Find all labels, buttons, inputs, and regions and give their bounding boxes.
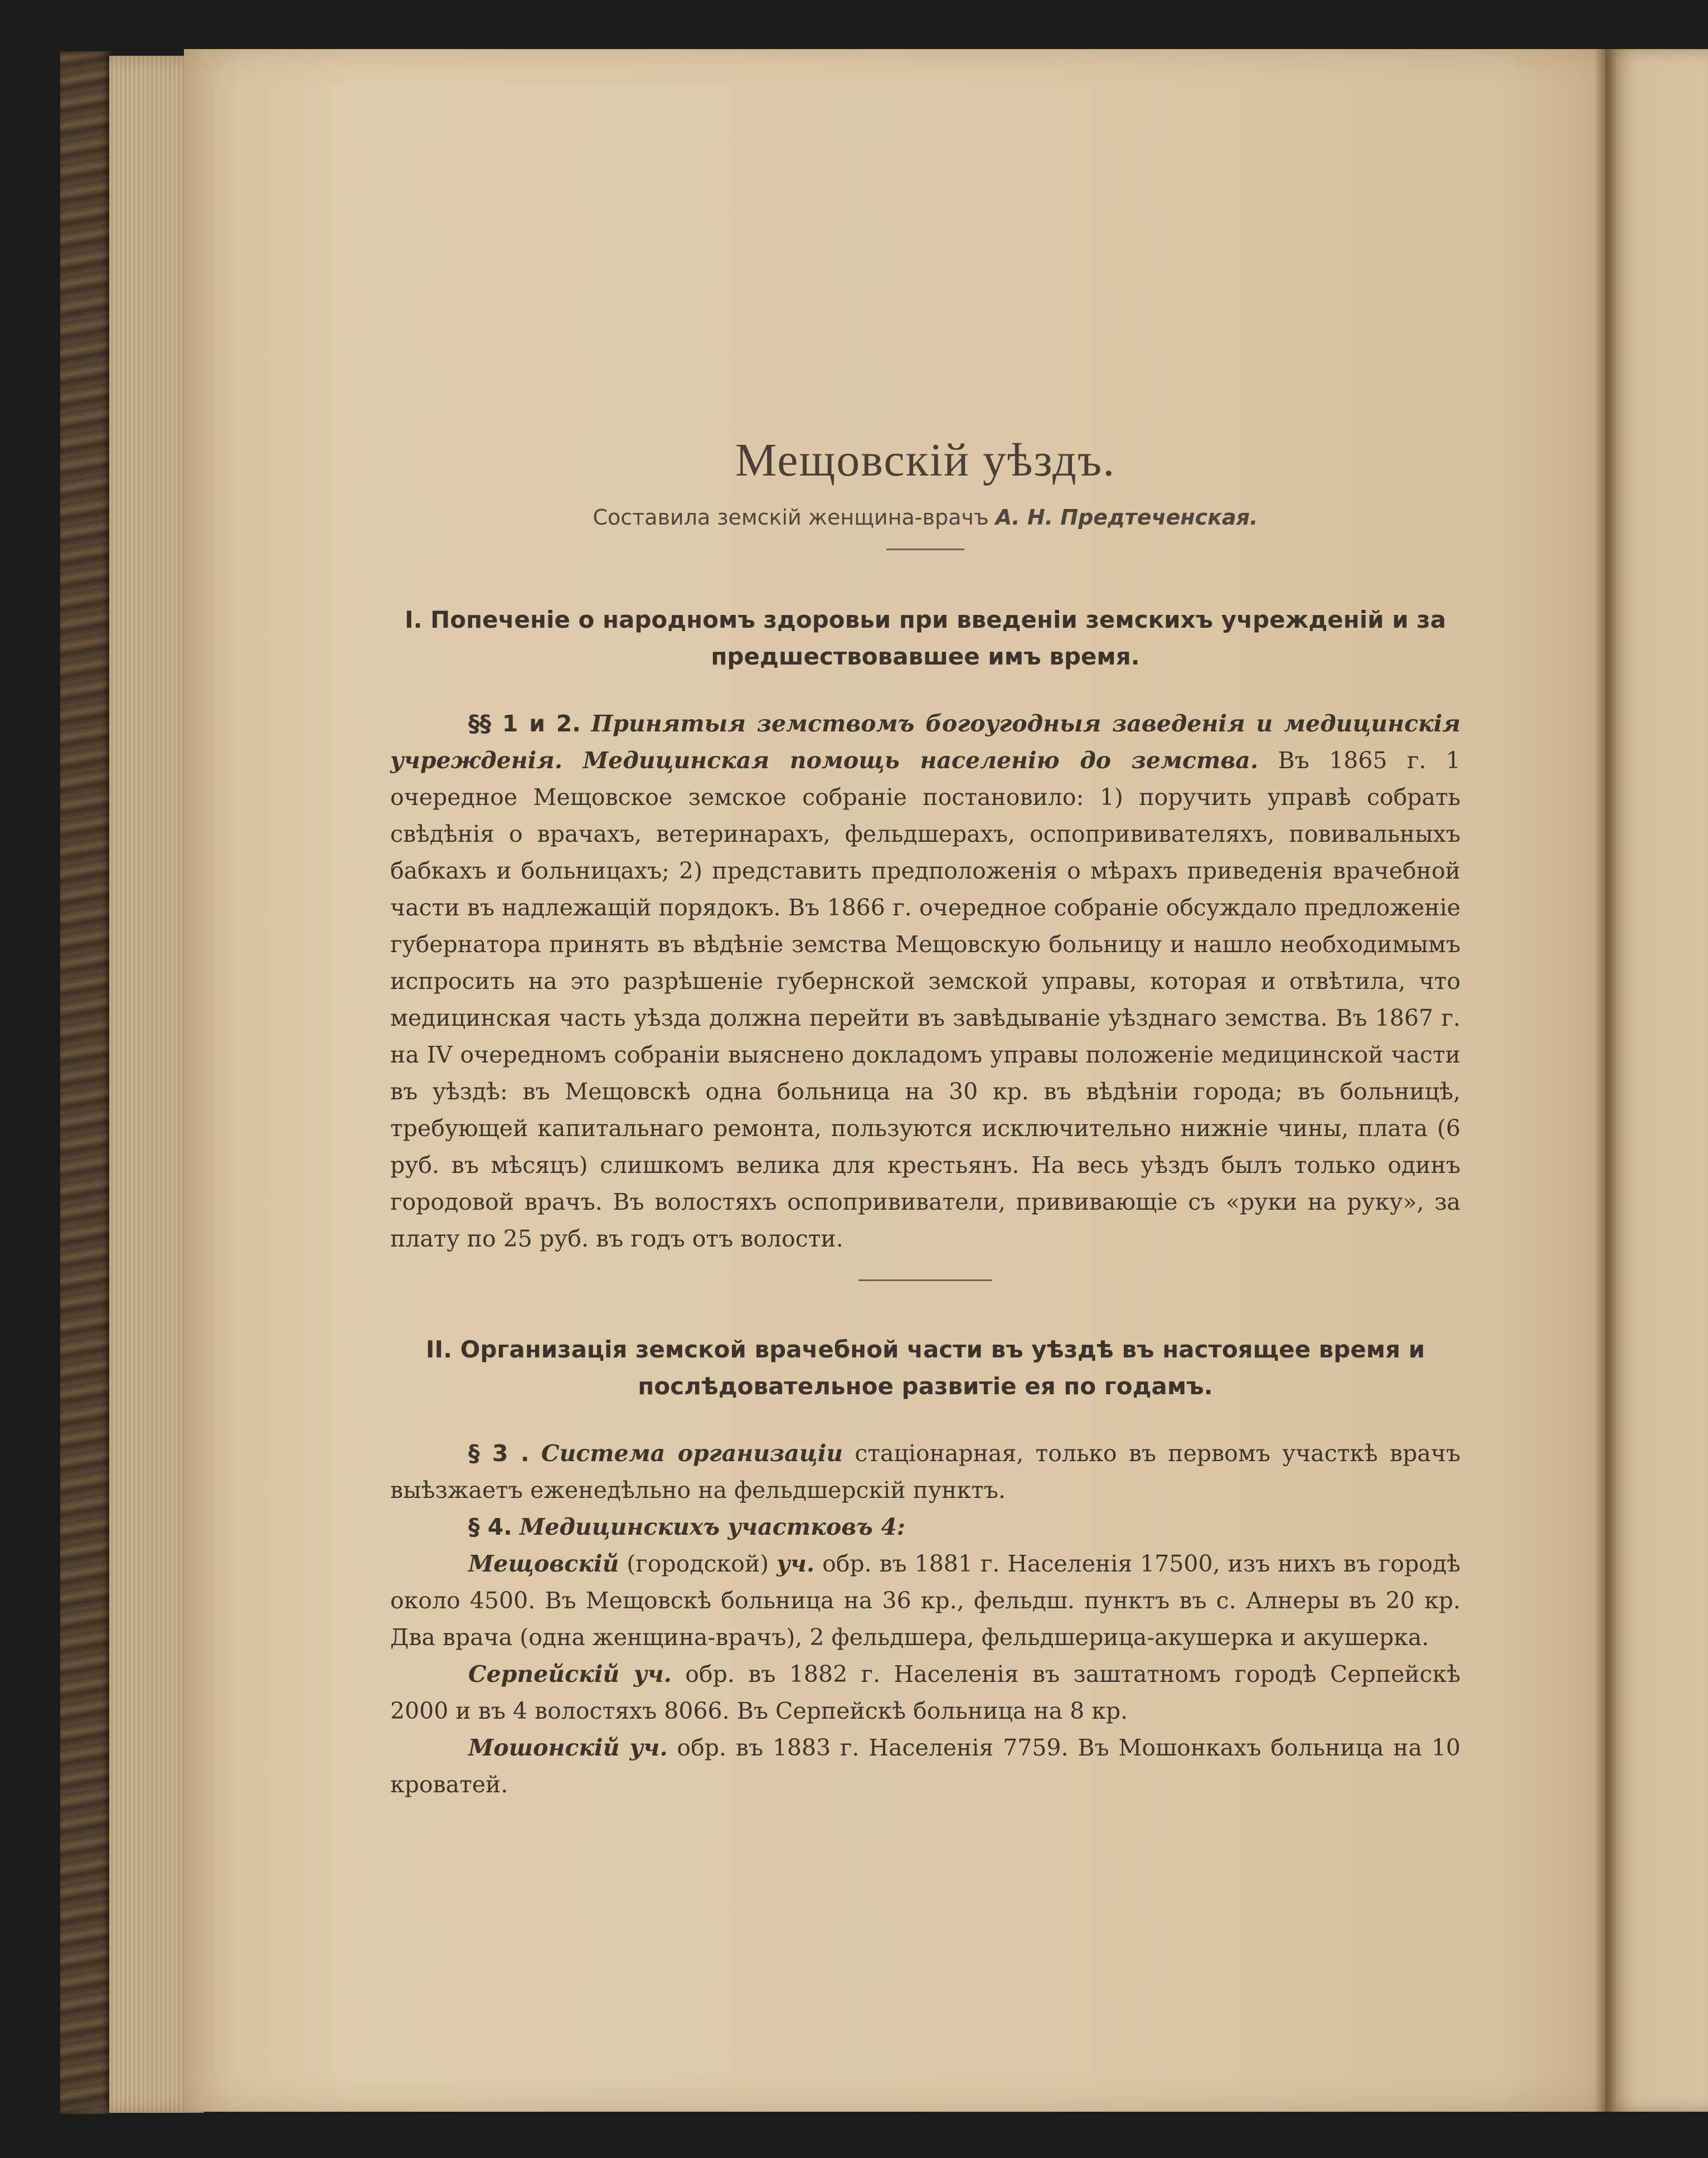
gutter bbox=[1594, 49, 1617, 2112]
paragraph-3-italic: Система организаціи bbox=[541, 1440, 843, 1467]
section-1-paragraph bbox=[390, 705, 1460, 1257]
facing-page bbox=[1605, 49, 1708, 2112]
district-name: Серпейскій уч. bbox=[468, 1661, 672, 1688]
section-1-heading bbox=[390, 602, 1460, 675]
section-1-text: Въ 1865 г. 1 очередное Мещовское земское собраніе постановило: 1) поручить управѣ собрать свѣдѣнія о врачахъ, ветеринарахъ, фельдшерахъ, оспопрививателяхъ, повивальныхъ бабкахъ и больницахъ; 2) представить предположенія о мѣрахъ приведенія врачебной части въ надлежащій порядокъ. Въ 1866 г. очередное собраніе обсуждало предложеніе губернатора принять въ вѣдѣніе земства Мещовскую больницу и нашло необходимымъ испросить на это разрѣшеніе губернской земской управы, которая и отвѣтила, что медицинская часть уѣзда должна перейти въ завѣдываніе уѣзднаго земства. Въ 1867 г. на IV очередномъ собраніи выяснено докладомъ управы положеніе медицинской части въ уѣздѣ: въ Мещовскѣ одна больница на 30 кр. въ вѣдѣніи города; въ больницѣ, требующей капитальнаго ремонта, пользуются исключительно нижніе чины, плата (6 руб. въ мѣсяцъ) слишкомъ велика для крестьянъ. На весь уѣздъ былъ только одинъ городовой врачъ. Въ волостяхъ оспопрививатели, прививающіе съ «руки на руку», за плату по 25 руб. въ годъ отъ волости. bbox=[390, 747, 1460, 1253]
section-2-heading-line-1: II. Организація земской врачебной части въ уѣздѣ въ настоящее время и bbox=[425, 1336, 1425, 1364]
district-name: Мошонскій уч. bbox=[468, 1734, 668, 1762]
byline bbox=[390, 505, 1460, 530]
paragraph-district-1 bbox=[390, 1545, 1460, 1656]
section-divider bbox=[858, 1279, 992, 1281]
page-content bbox=[390, 435, 1460, 1803]
paragraph-4 bbox=[390, 1509, 1460, 1545]
district-text: обр. въ 1882 г. Населенія въ заштатномъ городѣ Серпейскѣ 2000 и въ 4 волостяхъ 8066. Въ Серпейскѣ больница на 8 кр. bbox=[390, 1661, 1460, 1725]
section-1-heading-line-1: I. Попеченіе о народномъ здоровьи при введеніи земскихъ учрежденій и за bbox=[404, 606, 1447, 634]
paragraph-4-italic: Медицинскихъ участковъ 4: bbox=[519, 1514, 905, 1541]
district-text: обр. въ 1881 г. Населенія 17500, изъ нихъ въ городѣ около 4500. Въ Мещовскѣ больница на 36 кр., фельдш. пунктъ въ с. Алнеры въ 20 кр. Два врача (одна женщина-врачъ), 2 фельдшера, фельдшерица-акушерка и акушерка. bbox=[390, 1550, 1460, 1651]
district-name: Мещовскій bbox=[468, 1550, 619, 1578]
district-abbrev: уч. bbox=[777, 1550, 815, 1578]
district-qualifier: (городской) bbox=[627, 1550, 769, 1578]
author-name: А. Н. Предтеченская. bbox=[995, 505, 1258, 530]
paragraph-district-2 bbox=[390, 1656, 1460, 1729]
section-2-heading-line-2: послѣдовательное развитіе ея по годамъ. bbox=[638, 1373, 1213, 1400]
section-mark: §§ 1 и 2. bbox=[468, 710, 581, 738]
section-mark: § 3 . bbox=[468, 1440, 530, 1467]
district-text: обр. въ 1883 г. Населенія 7759. Въ Мошонкахъ больница на 10 кроватей. bbox=[390, 1734, 1460, 1798]
title-divider bbox=[886, 549, 964, 550]
paragraph-3-text: стаціонарная, только въ первомъ участкѣ врачъ выѣзжаетъ еженедѣльно на фельдшерскій пунктъ. bbox=[390, 1440, 1460, 1504]
book-spine bbox=[60, 51, 111, 2114]
paragraph-district-3 bbox=[390, 1729, 1460, 1803]
paragraph-3 bbox=[390, 1435, 1460, 1509]
section-2-heading bbox=[390, 1331, 1460, 1405]
byline-prefix: Составила земскій женщина-врачъ bbox=[593, 505, 989, 530]
section-1-italic-heading: Принятыя земствомъ богоугодныя заведенія и медицинскія учрежденія. Медицинская помощь населенію до земства. bbox=[390, 710, 1460, 774]
page-title: Мещовскій уѣздъ. bbox=[735, 434, 1116, 486]
section-mark: § 4. bbox=[468, 1514, 512, 1541]
section-1-heading-line-2: предшествовавшее имъ время. bbox=[711, 643, 1140, 671]
